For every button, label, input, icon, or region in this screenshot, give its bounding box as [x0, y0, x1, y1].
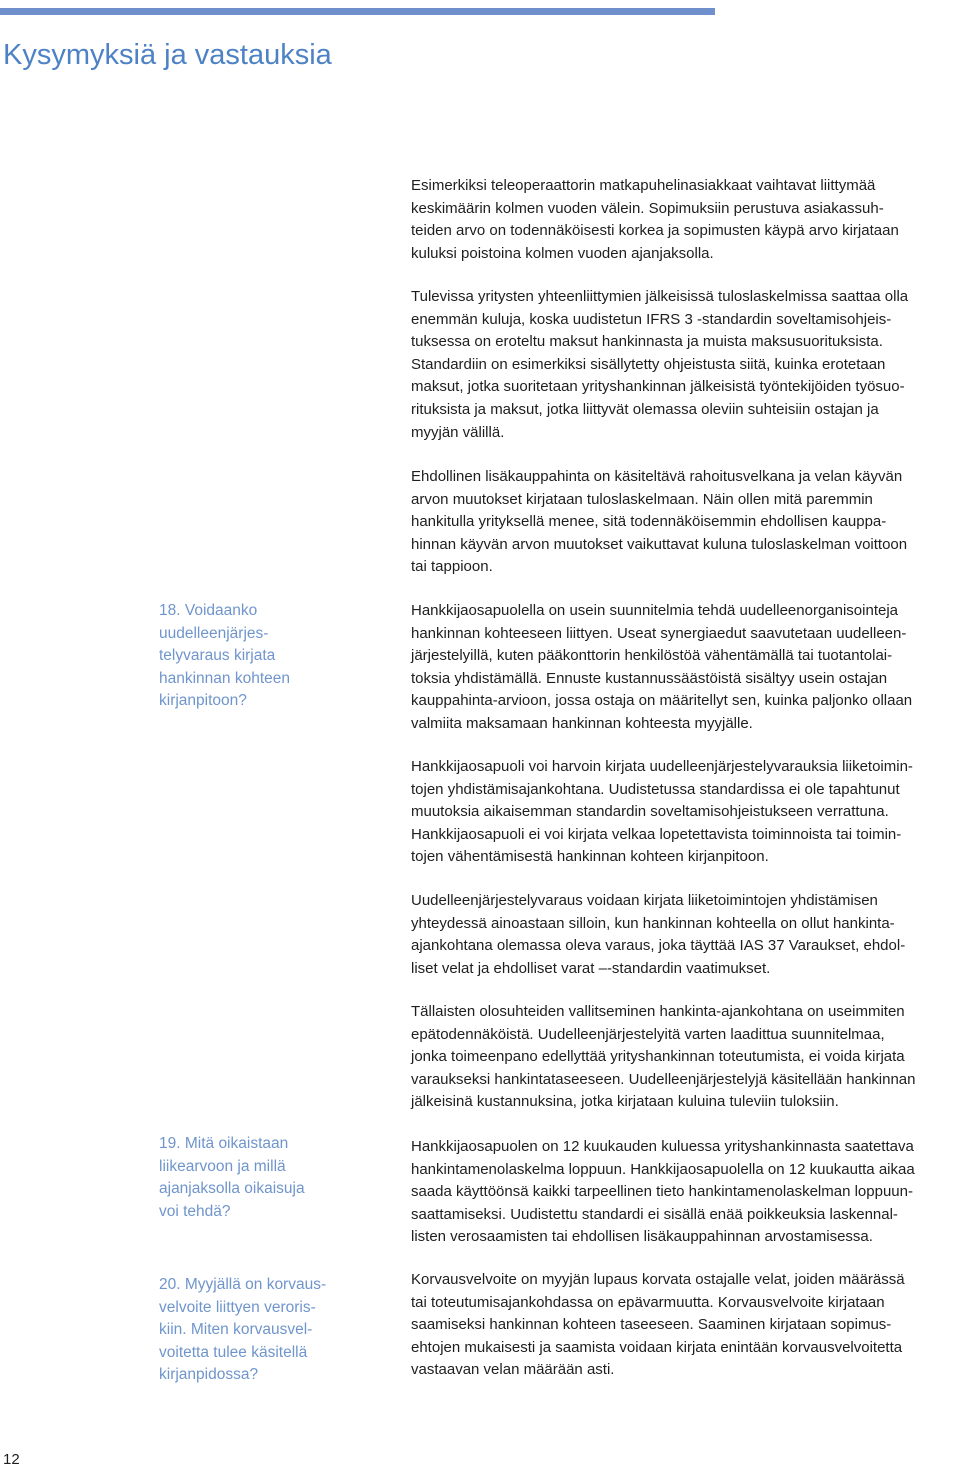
text-line: saattamiseksi. Uudistettu standardi ei sisällä enää poikkeuksia laskennal- [411, 1205, 898, 1223]
question-line: 19. Mitä oikaistaan [159, 1135, 289, 1152]
text-line: Hankkijaosapuolella on usein suunnitelmia tehdä uudelleenorganisointeja [411, 602, 899, 619]
text-line: Hankkijaosapuoli voi harvoin kirjata uudelleenjärjestelyvarauksia liiketoimin- [411, 758, 913, 775]
question-line: 18. Voidaanko [159, 602, 258, 619]
question-line: velvoite liittyen veroris- [159, 1298, 316, 1316]
text-line: Standardiin on esimerkiksi sisällytetty ohjeistusta siitä, kuinka erotetaan [411, 355, 886, 373]
text-line: tai tappioon. [411, 558, 493, 576]
text-line: Uudelleenjärjestelyvaraus voidaan kirjata liiketoimintojen yhdistämisen [411, 892, 878, 909]
question-line: kirjanpidossa? [159, 1366, 259, 1384]
question-line: hankinnan kohteen [159, 669, 291, 687]
text-line: varaukseksi hankintataseeseen. Uudelleenjärjestelyjä käsitellään hankinnan [411, 1070, 916, 1088]
header-accent-bar [0, 8, 715, 15]
text-line: saamiseksi hankinnan kohteen taseeseen. Saaminen kirjataan sopimus- [411, 1316, 892, 1334]
text-line: yhteydessä ainoastaan silloin, kun hankinnan kohteella on ollut hankinta- [411, 914, 895, 932]
text-line: tojen vähentämisestä hankinnan kohteen kirjanpitoon. [411, 848, 769, 866]
text-line: teiden arvo on todennäköisesti korkea ja sopimusten käypä arvo kirjataan [411, 222, 899, 240]
text-line: jälkeisinä kustannuksina, jotka kirjataan kuluina tuleviin tuloksiin. [411, 1093, 839, 1111]
page-number: 12 [3, 1451, 20, 1468]
text-line: epätodennäköistä. Uudelleenjärjestelyitä varten laadittua suunnitelmaa, [411, 1025, 885, 1043]
text-line: myyjän välillä. [411, 423, 505, 441]
text-line: maksut, jotka suoritetaan yrityshankinnan jälkeisistä työntekijöiden työsuo- [411, 378, 905, 396]
text-line: keskimäärin kolmen vuoden välein. Sopimuksiin perustuva asiakassuh- [411, 199, 884, 217]
question-line: 20. Myyjällä on korvaus- [159, 1276, 327, 1293]
paragraph-2 [411, 286, 960, 444]
text-line: kuluksi poistoina kolmen vuoden ajanjaksolla. [411, 244, 714, 262]
text-line: saada käyttöönsä kaikki tarpeellinen tieto hankintamenolaskelman loppuun- [411, 1183, 913, 1201]
text-line: hankinnan kohteeseen liittyen. Useat synergiaedut saavutetaan uudelleen- [411, 624, 907, 642]
text-line: arvon muutokset kirjataan tuloslaskelmaan. Näin ollen mitä paremmin [411, 490, 873, 508]
paragraph-7 [411, 1001, 960, 1114]
text-line: enemmän kuluja, koska uudistetun IFRS 3 -standardin soveltamisohjeis- [411, 310, 892, 328]
text-line: kauppahinta-arvioon, jossa ostaja on määritellyt sen, kuinka paljonko ollaan [411, 692, 913, 710]
question-line: voi tehdä? [159, 1202, 231, 1220]
question-18 [159, 600, 359, 713]
paragraph-9 [411, 1269, 960, 1382]
text-line: jonka toimeenpano edellyttää yrityshankinnan toteutumista, ei voida kirjata [411, 1048, 905, 1066]
text-line: ajankohtana olemassa oleva varaus, joka täyttää IAS 37 Varaukset, ehdol- [411, 937, 906, 955]
text-line: liset velat ja ehdolliset varat –-standardin vaatimukset. [411, 959, 771, 977]
question-19 [159, 1133, 359, 1223]
text-line: tuksessa on eroteltu maksut hankinnasta ja muista maksusuorituksista. [411, 333, 883, 351]
paragraph-8 [411, 1136, 960, 1249]
text-line: Korvausvelvoite on myyjän lupaus korvata ostajalle velat, joiden määrässä [411, 1271, 905, 1288]
text-line: hinnan käyvän arvon muutokset vaikuttavat kuluna tuloslaskelman voittoon [411, 535, 908, 553]
text-line: Tällaisten olosuhteiden vallitseminen hankinta-ajankohtana on useimmiten [411, 1003, 905, 1020]
text-line: Hankkijaosapuoli ei voi kirjata velkaa lopetettavista toiminnoista tai toimin- [411, 825, 902, 843]
text-line: tojen yhdistämisajankohtana. Uudistetussa standardissa ei ole tapahtunut [411, 780, 900, 798]
text-line: rituksista ja maksut, jotka liittyvät olemassa oleviin suhteisiin ostajan ja [411, 400, 879, 418]
question-line: ajanjaksolla oikaisuja [159, 1180, 305, 1198]
text-line: vastaavan velan määrään asti. [411, 1361, 615, 1379]
question-line: voitetta tulee käsitellä [159, 1343, 308, 1361]
text-line: tai toteutumisajankohdassa on epävarmuutta. Korvausvelvoite kirjataan [411, 1293, 885, 1311]
text-line: järjestelyillä, kuten pääkonttorin henkilöstöä vähentämällä tai tuotantolai- [411, 647, 893, 665]
paragraph-1 [411, 175, 960, 265]
question-line: kiin. Miten korvausvel- [159, 1321, 313, 1339]
text-line: Hankkijaosapuolen on 12 kuukauden kuluessa yrityshankinnasta saatettava [411, 1138, 914, 1155]
paragraph-5 [411, 756, 960, 869]
text-line: Ehdollinen lisäkauppahinta on käsiteltävä rahoitusvelkana ja velan käyvän [411, 468, 903, 485]
question-line: uudelleenjärjes- [159, 624, 269, 642]
text-line: hankitulla yrityksellä menee, sitä todennäköisemmin ehdollisen kauppa- [411, 513, 887, 531]
question-20 [159, 1274, 359, 1387]
paragraph-4 [411, 600, 960, 736]
page-title: Kysymyksiä ja vastauksia [3, 39, 332, 71]
text-line: Esimerkiksi teleoperaattorin matkapuhelinasiakkaat vaihtavat liittymää [411, 177, 876, 194]
text-line: valmiita maksamaan hankinnan kohteesta myyjälle. [411, 714, 753, 732]
paragraph-3 [411, 466, 960, 579]
text-line: Tulevissa yritysten yhteenliittymien jälkeisissä tuloslaskelmissa saattaa olla [411, 288, 909, 305]
question-line: liikearvoon ja millä [159, 1157, 286, 1175]
text-line: toksia yhdistämällä. Ennuste kustannussäästöistä sisältyy usein ostajan [411, 669, 888, 687]
question-line: kirjanpitoon? [159, 692, 247, 710]
question-line: telyvaraus kirjata [159, 647, 276, 665]
text-line: muutoksia aikaisemman standardin soveltamisohjeistukseen verrattuna. [411, 803, 889, 821]
text-line: hankintamenolaskelma loppuun. Hankkijaosapuolella on 12 kuukautta aikaa [411, 1160, 915, 1178]
paragraph-6 [411, 890, 960, 980]
text-line: ehtojen mukaisesti ja saamista voidaan kirjata enintään korvausvelvoitetta [411, 1338, 903, 1356]
text-line: listen verosaamisten tai ehdollisen lisäkauppahinnan arvostamisessa. [411, 1228, 873, 1246]
